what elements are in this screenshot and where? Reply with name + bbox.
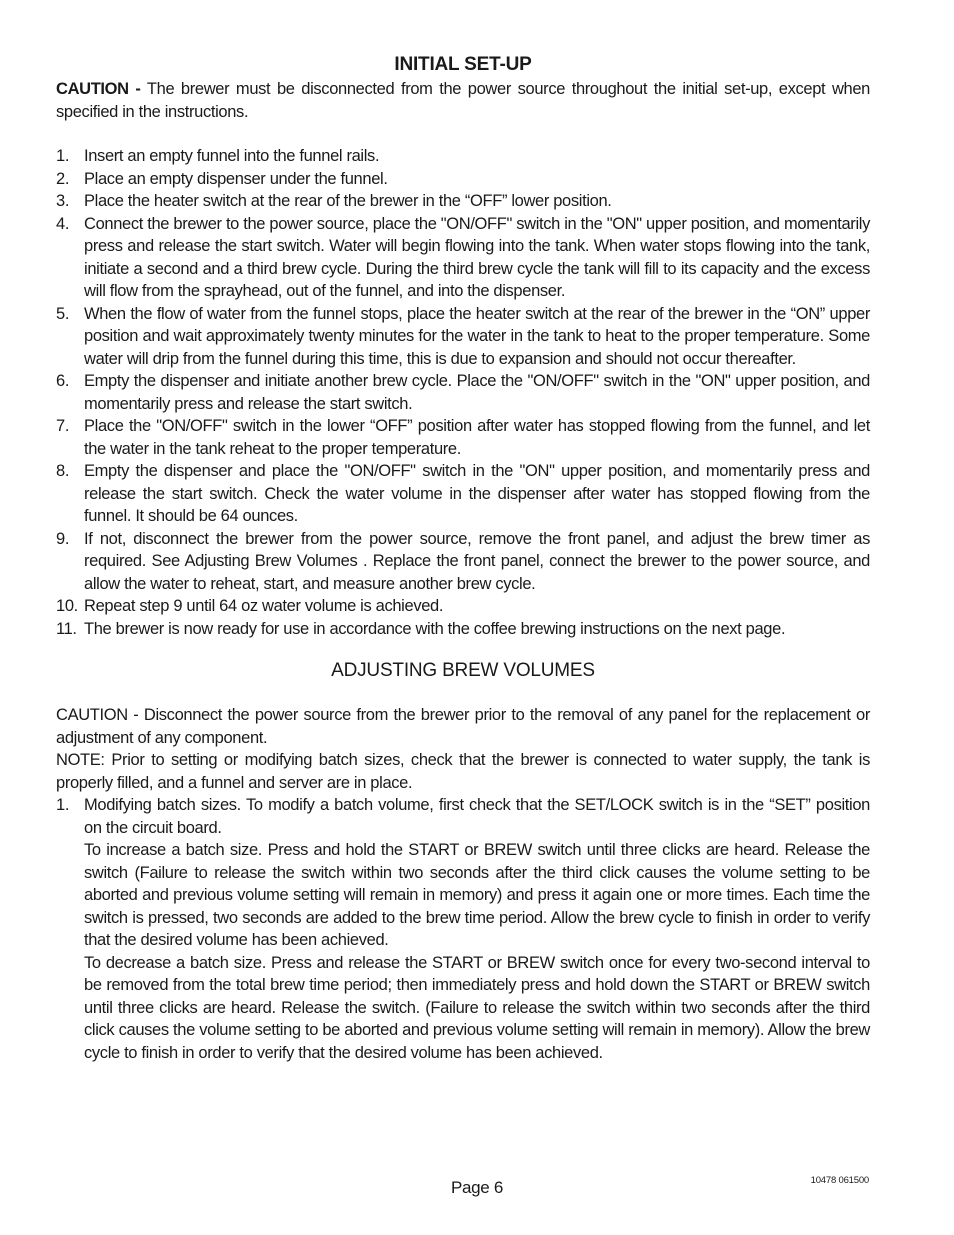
setup-step xyxy=(56,618,870,641)
setup-step xyxy=(56,145,870,168)
document-page xyxy=(56,52,870,1064)
caution-text: The brewer must be disconnected from the power source throughout the initial set-up, except when specified in the instructions. xyxy=(56,80,870,121)
setup-step xyxy=(56,415,870,460)
step-number: 1. xyxy=(56,147,70,165)
adjusting-caution: CAUTION - Disconnect the power source from the brewer prior to the removal of any panel for the replacement or adjustment of any component. xyxy=(56,706,870,747)
setup-step xyxy=(56,528,870,596)
setup-step xyxy=(56,213,870,303)
page-number: Page 6 xyxy=(450,1178,504,1197)
adjusting-heading: ADJUSTING BREW VOLUMES xyxy=(331,660,595,681)
increase-batch-text: To increase a batch size. Press and hold the START or BREW switch until three clicks are heard. Release the switch (Failure to release the switch within two seconds after the third click causes the volume setting to be aborted and previous volume setting will remain in memory) and press it again one or more times. Each time the switch is pressed, two seconds are added to the brew time period. Allow the brew cycle to finish in order to verify that the desired volume has been achieved. xyxy=(84,841,870,949)
decrease-batch-text: To decrease a batch size. Press and release the START or BREW switch once for every two-second interval to be removed from the total brew time period; then immediately press and hold down the START or BREW switch until three clicks are heard. Release the switch. (Failure to release the switch within two seconds after the third click causes the volume setting to be aborted and previous volume setting will remain in memory). Allow the brew cycle to finish in order to verify that the desired volume has been achieved. xyxy=(84,953,870,1062)
step-text: Empty the dispenser and place the "ON/OFF" switch in the "ON" upper position, and momentarily press and release the start switch. Check the water volume in the dispenser after water has stopped flowing from the funnel. It should be 64 ounces. xyxy=(84,462,870,525)
step-number: 7. xyxy=(56,417,70,435)
step-number: 11. xyxy=(56,619,77,638)
step-text: Place the heater switch at the rear of the brewer in the “OFF” lower position. xyxy=(84,192,612,210)
step-number: 1. xyxy=(56,796,70,814)
step-text: Repeat step 9 until 64 oz water volume is achieved. xyxy=(84,597,444,615)
step-number: 8. xyxy=(56,462,70,480)
setup-step xyxy=(56,460,870,528)
setup-step xyxy=(56,168,870,191)
setup-step xyxy=(56,595,870,618)
step-number: 9. xyxy=(56,529,70,548)
document-code: 10478 061500 xyxy=(810,1175,869,1186)
step-number: 10. xyxy=(56,597,78,615)
step-number: 3. xyxy=(56,192,70,210)
setup-steps-list xyxy=(56,145,870,640)
step-number: 2. xyxy=(56,169,70,188)
setup-heading: INITIAL SET-UP xyxy=(394,54,532,75)
step-text: Insert an empty funnel into the funnel rails. xyxy=(84,147,380,165)
step-text: When the flow of water from the funnel stops, place the heater switch at the rear of the brewer in the “ON” upper position and wait approximately twenty minutes for the water in the tank to heat to the proper temperature. Some water will drip from the funnel during this time, this is due to expansion and should not occur thereafter. xyxy=(84,304,870,368)
step-text: Empty the dispenser and initiate another brew cycle. Place the "ON/OFF" switch in the "ON" upper position, and momentarily press and release the start switch. xyxy=(84,372,870,413)
step-text: If not, disconnect the brewer from the power source, remove the front panel, and adjust the brew timer as required. See Adjusting Brew Volumes . Replace the front panel, connect the brewer to the power source, and allow the water to reheat, start, and measure another brew cycle. xyxy=(84,529,870,593)
step-number: 5. xyxy=(56,304,70,323)
adjusting-steps-list xyxy=(56,794,870,1064)
step-intro: Modifying batch sizes. To modify a batch volume, first check that the SET/LOCK switch is in the “SET” position on the circuit board. xyxy=(84,796,870,837)
adjusting-step xyxy=(56,794,870,1064)
setup-step xyxy=(56,190,870,213)
step-text: Place an empty dispenser under the funnel. xyxy=(84,169,388,188)
step-text: Connect the brewer to the power source, place the "ON/OFF" switch in the "ON" upper position, and momentarily press and release the start switch. Water will begin flowing into the tank. When water stops flowing into the tank, initiate a second and a third brew cycle. During the third brew cycle the tank will fill to its capacity and the excess will flow from the sprayhead, out of the funnel, and into the dispenser. xyxy=(84,214,870,300)
setup-step xyxy=(56,303,870,371)
setup-caution xyxy=(56,78,870,123)
step-text: The brewer is now ready for use in accordance with the coffee brewing instructions on the next page. xyxy=(84,619,786,638)
caution-label: CAUTION - xyxy=(56,80,141,98)
step-number: 4. xyxy=(56,214,70,233)
step-number: 6. xyxy=(56,372,70,390)
adjusting-note: NOTE: Prior to setting or modifying batch sizes, check that the brewer is connected to water supply, the tank is properly filled, and a funnel and server are in place. xyxy=(56,751,870,792)
step-text: Place the "ON/OFF" switch in the lower “OFF” position after water has stopped flowing from the funnel, and let the water in the tank reheat to the proper temperature. xyxy=(84,417,870,458)
setup-step xyxy=(56,370,870,415)
